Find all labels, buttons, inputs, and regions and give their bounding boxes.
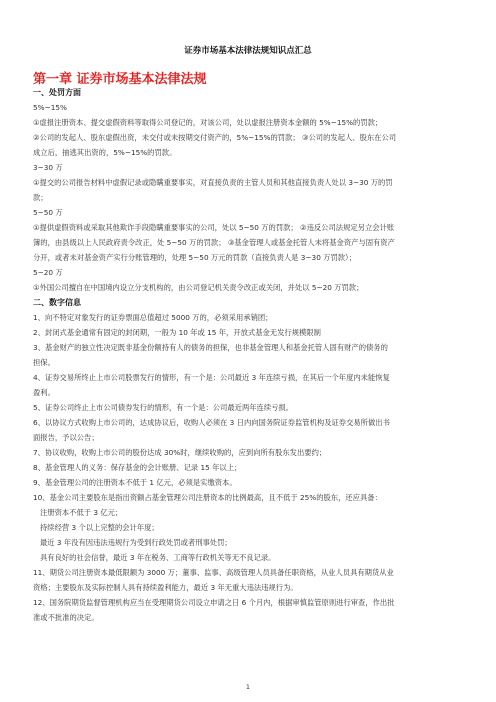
text-line: 1、向不特定对象发行的证券票面总值超过 5000 万的，必须采用承销团； [33, 313, 273, 322]
section-heading: 二、数字信息 [33, 298, 81, 307]
text-line: 8、基金管理人的义务：保存基金的会计账册、记录 15 年以上； [33, 463, 242, 472]
text-line: 11、期货公司注册资本最低限额为 3000 万；董事、监事、高级管理人员具备任职资格，从业人员具有期货从业 [33, 568, 394, 577]
text-line: ①提供虚假资料或采取其他欺诈手段隐瞒重要事实的公司，处以 5~50 万的罚款； ②违反公司法规定另立会计账 [33, 223, 395, 232]
document-title: 证券市场基本法律法规知识点汇总 [184, 46, 312, 56]
page-number: 1 [245, 683, 251, 691]
text-line: 持续经营 3 个以上完整的会计年度； [40, 523, 159, 532]
text-line: ①提交的公司报告材料中虚假记录或隐瞒重要事实，对直接负责的主管人员和其他直接负责人处以 3~30 万的罚 [33, 178, 393, 187]
text-line: 10、基金公司主要股东是指出资额占基金管理公司注册资本的比例最高，且不低于 25%的股东，还应具备： [33, 493, 382, 502]
text-line: 面报告，予以公告； [33, 433, 99, 442]
document-body [33, 85, 465, 625]
text-line: 具有良好的社会信誉，最近 3 年在税务、工商等行政机关等无不良记录。 [40, 553, 276, 562]
text-line: 款； [33, 193, 48, 202]
text-line: 12、国务院期货监督管理机构应当在受理期货公司设立申请之日 6 个月内，根据审慎监管原则进行审查，作出批 [33, 598, 395, 607]
text-line: 5、证券公司终止上市公司债券发行的情形，有一个是：公司最近两年连续亏损。 [33, 403, 294, 412]
text-line: 5%~15% [33, 103, 67, 112]
text-line: 资格；主要股东及实际控制人具有持续盈利能力，最近 3 年无重大违法违规行为。 [33, 583, 298, 592]
text-line: 3、基金财产的独立性决定既非基金份额持有人的债务的担保，也非基金管理人和基金托管人固有财产的债务的 [33, 343, 388, 352]
text-line: 5~20 万 [33, 268, 63, 277]
text-line: 5~50 万 [33, 208, 63, 217]
text-line: ①虚报注册资本、提交虚假资料等取得公司登记的，对该公司，处以虚报注册资本金额的 5%~15%的罚款； [33, 118, 383, 127]
text-line: 7、协议收购，收购上市公司的股份达成 30%时，继续收购的，应到向所有股东发出要约； [33, 448, 327, 457]
text-line: 成立后，抽逃其出资的，5%~15%的罚款。 [33, 148, 177, 157]
text-line: 分开，或者未对基金资产实行分账管理的，处理 5~50 万元的罚款（直接负责人是 3~30 万罚款）； [33, 253, 356, 262]
text-line: 注册资本不低于 3 亿元； [40, 508, 123, 517]
text-line: 2、封闭式基金通常有固定的封闭期，一般为 10 年或 15 年，开放式基金无发行规模限制 [33, 328, 321, 337]
text-line: 簿的，由县级以上人民政府责令改正，处 5~50 万的罚款； ③基金管理人或基金托管人未将基金资产与固有资产 [33, 238, 395, 247]
text-line: 6、以协议方式收购上市公司的，达成协议后，收购人必须在 3 日内向国务院证券监管机构及证券交易所做出书 [33, 418, 390, 427]
text-line: 担保。 [33, 358, 55, 367]
text-line: 最近 3 年没有因违法违规行为受到行政处罚或者刑事处罚； [40, 538, 232, 547]
text-line: 3~30 万 [33, 163, 63, 172]
text-line: ②公司的发起人、股东虚假出资，未交付或未按期交付资产的，5%~15%的罚款； ③公司的发起人、股东在公司 [33, 133, 397, 142]
text-line: 盈利。 [33, 388, 55, 397]
section-heading: 一、处罚方面 [33, 88, 81, 97]
text-line: ①外国公司擅自在中国境内设立分支机构的，由公司登记机关责令改正或关闭，并处以 5~20 万罚款； [33, 283, 364, 292]
chapter-heading: 第一章 证券市场基本法律法规 [33, 72, 207, 87]
text-line: 4、证券交易所终止上市公司股票发行的情形，有一个是：公司最近 3 年连续亏损，在其后一个年度内未能恢复 [33, 373, 390, 382]
text-line: 9、基金管理公司的注册资本不低于 1 亿元，必须是实缴资本。 [33, 478, 237, 487]
text-line: 准或不批准的决定。 [33, 613, 99, 622]
